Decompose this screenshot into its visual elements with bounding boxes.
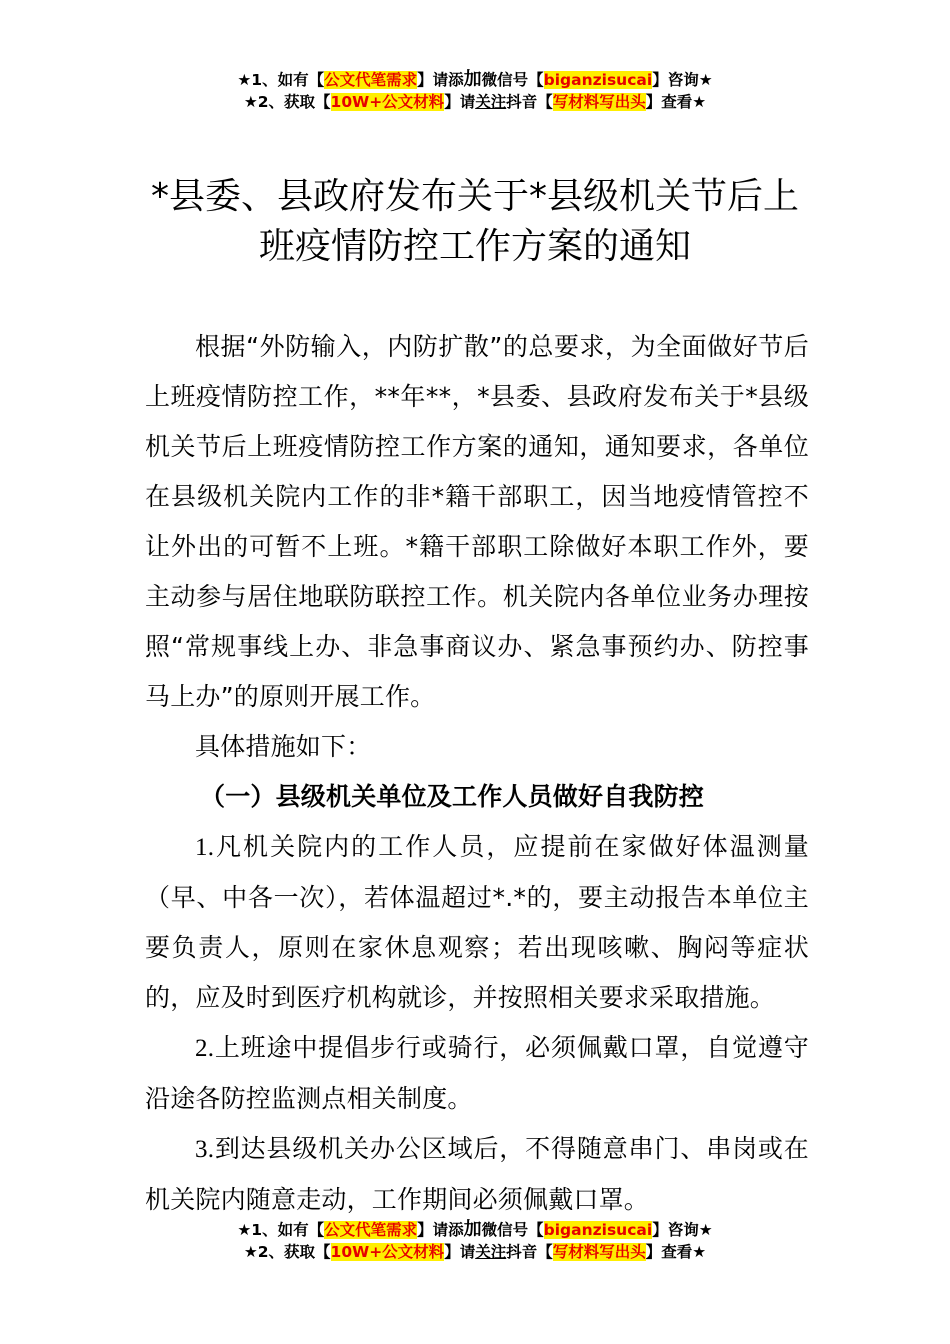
intro-paragraph: 根据“外防输入，内防扩散”的总要求，为全面做好节后上班疫情防控工作，**年**，*县委、县政府发布关于*县级机关节后上班疫情防控工作方案的通知，通知要求，各单位在县级机关院内工作的非*籍干部职工，因当地疫情管控不让外出的可暂不上班。*籍干部职工除做好本职工作外，要主动参与居住地联防联控工作。机关院内各单位业务办理按照“常规事线上办、非急事商议办、紧急事预约办、防控事马上办”的原则开展工作。 (145, 332, 809, 711)
promo-line-1: ★1、如有【公文代笔需求】请添加微信号【biganzisucai】咨询★ (237, 69, 713, 90)
promo-highlight: 公文代笔需求 (324, 71, 418, 89)
wechat-id: biganzisucai (543, 71, 653, 89)
douyin-account: 写材料写出头 (552, 1243, 646, 1261)
promo-line-1: ★1、如有【公文代笔需求】请添加微信号【biganzisucai】咨询★ (237, 1219, 713, 1240)
document-body (145, 322, 809, 1225)
promo-highlight: 10W+公文材料 (330, 93, 445, 111)
promo-line-2: ★2、获取【10W+公文材料】请关注抖音【写材料写出头】查看★ (243, 93, 707, 111)
promo-highlight: 公文代笔需求 (324, 1221, 418, 1239)
promo-banner-bottom (0, 1219, 950, 1263)
douyin-account: 写材料写出头 (552, 93, 646, 111)
measures-intro: 具体措施如下： (195, 732, 372, 761)
promo-line-2: ★2、获取【10W+公文材料】请关注抖音【写材料写出头】查看★ (243, 1243, 707, 1261)
promo-banner-top (0, 69, 950, 113)
list-item: 2.上班途中提倡步行或骑行，必须佩戴口罩，自觉遵守沿途各防控监测点相关制度。 (145, 1033, 809, 1113)
promo-highlight: 10W+公文材料 (330, 1243, 445, 1261)
list-item: 1.凡机关院内的工作人员，应提前在家做好体温测量（早、中各一次），若体温超过*.*的，要主动报告本单位主要负责人，原则在家休息观察；若出现咳嗽、胸闷等症状的，应及时到医疗机构就诊，并按照相关要求采取措施。 (145, 832, 809, 1012)
section-heading: （一）县级机关单位及工作人员做好自我防控 (200, 782, 705, 811)
list-item: 3.到达县级机关办公区域后，不得随意串门、串岗或在机关院内随意走动，工作期间必须佩戴口罩。 (145, 1134, 809, 1214)
document-title: *县委、县政府发布关于*县级机关节后上 班疫情防控工作方案的通知 (150, 176, 799, 267)
wechat-id: biganzisucai (543, 1221, 653, 1239)
